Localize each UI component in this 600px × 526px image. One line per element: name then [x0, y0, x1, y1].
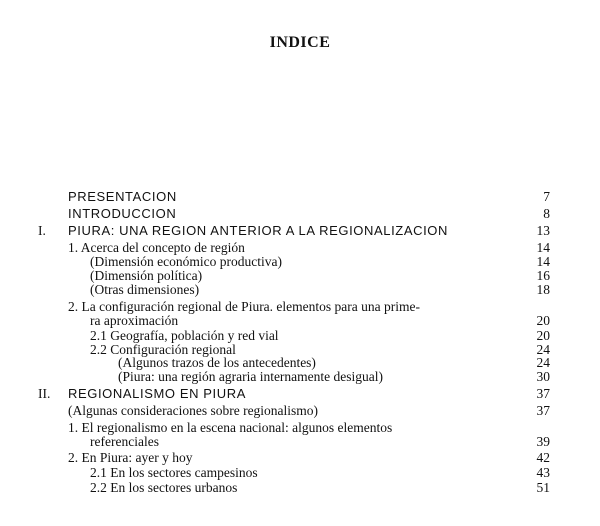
toc-entry-page: 20 — [536, 313, 550, 328]
toc-subsection — [0, 465, 600, 481]
toc-chapter-1 — [0, 223, 600, 239]
toc-entry-page: 37 — [536, 386, 550, 401]
toc-entry-label: 2.2 Configuración regional — [90, 342, 236, 357]
toc-entry-label: PIURA: UNA REGION ANTERIOR A LA REGIONALIZACION — [68, 223, 449, 238]
toc-subsection — [0, 480, 600, 496]
toc-entry-page: 43 — [536, 465, 550, 480]
toc-entry-page: 30 — [536, 369, 550, 384]
toc-entry-label: (Algunos trazos de los antecedentes) — [118, 355, 316, 370]
toc-entry-label: 2. En Piura: ayer y hoy — [68, 450, 193, 465]
toc-entry-page: 39 — [536, 434, 550, 449]
page-title: INDICE — [269, 34, 331, 51]
toc-entry-label: ra aproximación — [90, 313, 179, 328]
toc-entry-label: (Piura: una región agraria internamente desigual) — [118, 369, 384, 384]
toc-entry-label: referenciales — [90, 434, 159, 449]
toc-entry-page: 20 — [536, 328, 550, 343]
toc-entry-label: (Dimensión política) — [90, 268, 203, 283]
toc-entry-page: 7 — [543, 189, 550, 204]
toc-entry-label: 1. El regionalismo en la escena nacional: algunos elementos — [68, 420, 393, 435]
toc-entry-label: (Dimensión económico productiva) — [90, 254, 282, 269]
toc-entry-page: 18 — [536, 282, 550, 297]
toc-entry-label: 1. Acerca del concepto de región — [68, 240, 245, 255]
toc-entry-label: 2. La configuración regional de Piura. elementos para una prime- — [68, 299, 420, 314]
toc-subentry — [0, 282, 600, 298]
toc-entry-page: 13 — [536, 223, 550, 238]
toc-entry-label: 2.2 En los sectores urbanos — [90, 480, 238, 495]
chapter-numeral: II. — [38, 386, 51, 401]
toc-chapter-2 — [0, 386, 600, 402]
toc-section — [0, 450, 600, 466]
toc-section-continued — [0, 434, 600, 450]
toc-entry-page: 24 — [536, 342, 550, 357]
toc-entry-page: 14 — [536, 240, 550, 255]
toc-subentry — [0, 369, 600, 385]
chapter-numeral: I. — [38, 223, 46, 238]
toc-entry-page: 37 — [536, 403, 550, 418]
toc-section-continued — [0, 313, 600, 329]
toc-entry-label: INTRODUCCION — [68, 206, 177, 221]
toc-subentry — [0, 403, 600, 419]
toc-entry-label: REGIONALISMO EN PIURA — [68, 386, 247, 401]
toc-entry-page: 51 — [536, 480, 550, 495]
toc-entry-page: 42 — [536, 450, 550, 465]
toc-entry-page: 8 — [543, 206, 550, 221]
toc-entry-label: 2.1 En los sectores campesinos — [90, 465, 258, 480]
toc-entry-presentacion — [0, 189, 600, 205]
toc-entry-page: 16 — [536, 268, 550, 283]
toc-entry-page: 24 — [536, 355, 550, 370]
toc-entry-page: 14 — [536, 254, 550, 269]
toc-entry-introduccion — [0, 206, 600, 222]
toc-entry-label: (Otras dimensiones) — [90, 282, 200, 297]
toc-entry-label: (Algunas consideraciones sobre regionalismo) — [68, 403, 319, 418]
toc-entry-label: 2.1 Geografía, población y red vial — [90, 328, 279, 343]
toc-entry-label: PRESENTACION — [68, 189, 177, 204]
